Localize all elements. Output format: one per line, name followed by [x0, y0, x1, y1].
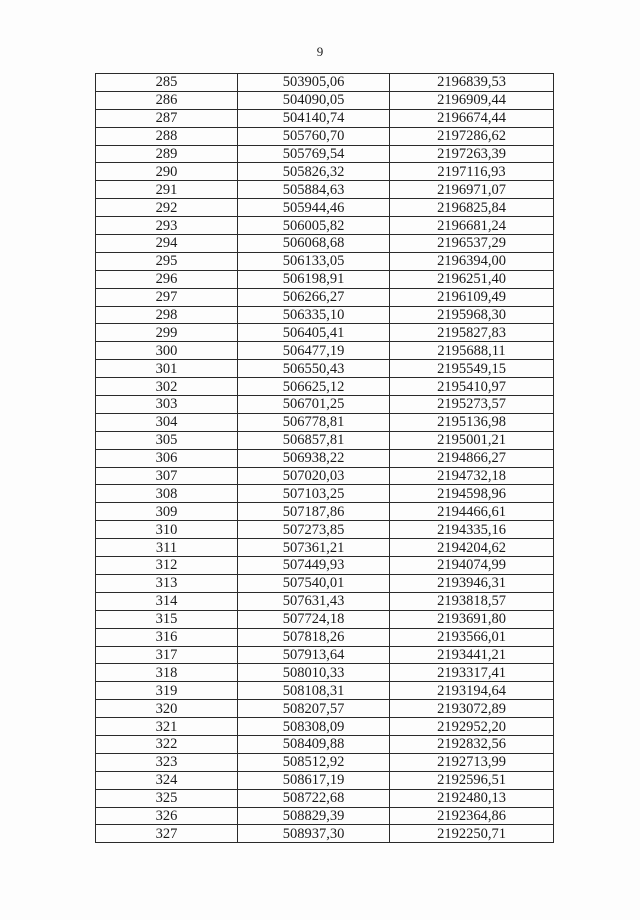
x-coordinate-cell: 507818,26	[238, 628, 390, 646]
x-coordinate-cell: 508937,30	[238, 825, 390, 843]
point-number-cell: 307	[96, 467, 238, 485]
x-coordinate-cell: 506701,25	[238, 396, 390, 414]
y-coordinate-cell: 2194732,18	[390, 467, 554, 485]
x-coordinate-cell: 507361,21	[238, 539, 390, 557]
table-row	[96, 718, 554, 736]
table-row	[96, 217, 554, 235]
x-coordinate-cell: 505769,54	[238, 145, 390, 163]
y-coordinate-cell: 2197116,93	[390, 163, 554, 181]
table-row	[96, 610, 554, 628]
point-number-cell: 312	[96, 557, 238, 575]
y-coordinate-cell: 2195688,11	[390, 342, 554, 360]
y-coordinate-cell: 2195136,98	[390, 413, 554, 431]
table-row	[96, 789, 554, 807]
table-row	[96, 557, 554, 575]
y-coordinate-cell: 2196394,00	[390, 252, 554, 270]
x-coordinate-cell: 504090,05	[238, 91, 390, 109]
point-number-cell: 300	[96, 342, 238, 360]
x-coordinate-cell: 507913,64	[238, 646, 390, 664]
y-coordinate-cell: 2193691,80	[390, 610, 554, 628]
y-coordinate-cell: 2196251,40	[390, 270, 554, 288]
table-row	[96, 413, 554, 431]
point-number-cell: 327	[96, 825, 238, 843]
table-row	[96, 145, 554, 163]
x-coordinate-cell: 506477,19	[238, 342, 390, 360]
x-coordinate-cell: 506133,05	[238, 252, 390, 270]
y-coordinate-cell: 2192364,86	[390, 807, 554, 825]
table-row	[96, 592, 554, 610]
x-coordinate-cell: 508722,68	[238, 789, 390, 807]
point-number-cell: 294	[96, 235, 238, 253]
table-row	[96, 288, 554, 306]
coordinates-table	[95, 73, 554, 843]
point-number-cell: 296	[96, 270, 238, 288]
table-row	[96, 342, 554, 360]
point-number-cell: 325	[96, 789, 238, 807]
table-row	[96, 700, 554, 718]
x-coordinate-cell: 508617,19	[238, 771, 390, 789]
y-coordinate-cell: 2193194,64	[390, 682, 554, 700]
y-coordinate-cell: 2197263,39	[390, 145, 554, 163]
point-number-cell: 303	[96, 396, 238, 414]
x-coordinate-cell: 506938,22	[238, 449, 390, 467]
x-coordinate-cell: 506405,41	[238, 324, 390, 342]
point-number-cell: 304	[96, 413, 238, 431]
y-coordinate-cell: 2196681,24	[390, 217, 554, 235]
table-row	[96, 199, 554, 217]
y-coordinate-cell: 2196839,53	[390, 74, 554, 92]
x-coordinate-cell: 507449,93	[238, 557, 390, 575]
table-row	[96, 467, 554, 485]
point-number-cell: 311	[96, 539, 238, 557]
table-row	[96, 378, 554, 396]
table-row	[96, 252, 554, 270]
table-row	[96, 270, 554, 288]
point-number-cell: 326	[96, 807, 238, 825]
y-coordinate-cell: 2193317,41	[390, 664, 554, 682]
point-number-cell: 314	[96, 592, 238, 610]
y-coordinate-cell: 2195827,83	[390, 324, 554, 342]
coordinates-table-body	[96, 74, 554, 843]
x-coordinate-cell: 507631,43	[238, 592, 390, 610]
point-number-cell: 298	[96, 306, 238, 324]
x-coordinate-cell: 503905,06	[238, 74, 390, 92]
table-row	[96, 431, 554, 449]
x-coordinate-cell: 506266,27	[238, 288, 390, 306]
point-number-cell: 289	[96, 145, 238, 163]
point-number-cell: 323	[96, 753, 238, 771]
y-coordinate-cell: 2196825,84	[390, 199, 554, 217]
table-row	[96, 127, 554, 145]
table-row	[96, 181, 554, 199]
point-number-cell: 293	[96, 217, 238, 235]
table-row	[96, 521, 554, 539]
x-coordinate-cell: 508010,33	[238, 664, 390, 682]
y-coordinate-cell: 2195410,97	[390, 378, 554, 396]
point-number-cell: 301	[96, 360, 238, 378]
x-coordinate-cell: 505884,63	[238, 181, 390, 199]
point-number-cell: 319	[96, 682, 238, 700]
x-coordinate-cell: 504140,74	[238, 109, 390, 127]
y-coordinate-cell: 2192480,13	[390, 789, 554, 807]
table-row	[96, 539, 554, 557]
point-number-cell: 316	[96, 628, 238, 646]
point-number-cell: 309	[96, 503, 238, 521]
table-row	[96, 682, 554, 700]
table-row	[96, 396, 554, 414]
x-coordinate-cell: 507273,85	[238, 521, 390, 539]
table-row	[96, 664, 554, 682]
y-coordinate-cell: 2192250,71	[390, 825, 554, 843]
y-coordinate-cell: 2192952,20	[390, 718, 554, 736]
y-coordinate-cell: 2195549,15	[390, 360, 554, 378]
x-coordinate-cell: 507724,18	[238, 610, 390, 628]
point-number-cell: 287	[96, 109, 238, 127]
y-coordinate-cell: 2196537,29	[390, 235, 554, 253]
y-coordinate-cell: 2194466,61	[390, 503, 554, 521]
y-coordinate-cell: 2195273,57	[390, 396, 554, 414]
point-number-cell: 302	[96, 378, 238, 396]
x-coordinate-cell: 506198,91	[238, 270, 390, 288]
x-coordinate-cell: 508108,31	[238, 682, 390, 700]
y-coordinate-cell: 2194204,62	[390, 539, 554, 557]
point-number-cell: 318	[96, 664, 238, 682]
x-coordinate-cell: 506857,81	[238, 431, 390, 449]
point-number-cell: 313	[96, 574, 238, 592]
table-row	[96, 74, 554, 92]
x-coordinate-cell: 506335,10	[238, 306, 390, 324]
y-coordinate-cell: 2196971,07	[390, 181, 554, 199]
x-coordinate-cell: 508409,88	[238, 735, 390, 753]
x-coordinate-cell: 505760,70	[238, 127, 390, 145]
point-number-cell: 310	[96, 521, 238, 539]
table-row	[96, 771, 554, 789]
x-coordinate-cell: 506550,43	[238, 360, 390, 378]
table-row	[96, 503, 554, 521]
table-row	[96, 306, 554, 324]
table-row	[96, 449, 554, 467]
x-coordinate-cell: 507103,25	[238, 485, 390, 503]
table-row	[96, 735, 554, 753]
point-number-cell: 317	[96, 646, 238, 664]
table-row	[96, 324, 554, 342]
point-number-cell: 315	[96, 610, 238, 628]
point-number-cell: 297	[96, 288, 238, 306]
x-coordinate-cell: 507020,03	[238, 467, 390, 485]
point-number-cell: 322	[96, 735, 238, 753]
x-coordinate-cell: 508512,92	[238, 753, 390, 771]
y-coordinate-cell: 2192713,99	[390, 753, 554, 771]
y-coordinate-cell: 2196109,49	[390, 288, 554, 306]
point-number-cell: 291	[96, 181, 238, 199]
point-number-cell: 308	[96, 485, 238, 503]
table-row	[96, 807, 554, 825]
y-coordinate-cell: 2196674,44	[390, 109, 554, 127]
point-number-cell: 288	[96, 127, 238, 145]
x-coordinate-cell: 507187,86	[238, 503, 390, 521]
y-coordinate-cell: 2193818,57	[390, 592, 554, 610]
x-coordinate-cell: 507540,01	[238, 574, 390, 592]
point-number-cell: 320	[96, 700, 238, 718]
point-number-cell: 292	[96, 199, 238, 217]
y-coordinate-cell: 2194074,99	[390, 557, 554, 575]
x-coordinate-cell: 506625,12	[238, 378, 390, 396]
table-row	[96, 485, 554, 503]
x-coordinate-cell: 508308,09	[238, 718, 390, 736]
point-number-cell: 295	[96, 252, 238, 270]
table-row	[96, 628, 554, 646]
x-coordinate-cell: 505826,32	[238, 163, 390, 181]
y-coordinate-cell: 2193946,31	[390, 574, 554, 592]
table-row	[96, 360, 554, 378]
point-number-cell: 321	[96, 718, 238, 736]
table-row	[96, 163, 554, 181]
y-coordinate-cell: 2194598,96	[390, 485, 554, 503]
point-number-cell: 299	[96, 324, 238, 342]
table-row	[96, 753, 554, 771]
y-coordinate-cell: 2193566,01	[390, 628, 554, 646]
point-number-cell: 305	[96, 431, 238, 449]
point-number-cell: 286	[96, 91, 238, 109]
table-row	[96, 109, 554, 127]
x-coordinate-cell: 508207,57	[238, 700, 390, 718]
x-coordinate-cell: 508829,39	[238, 807, 390, 825]
x-coordinate-cell: 506068,68	[238, 235, 390, 253]
x-coordinate-cell: 506005,82	[238, 217, 390, 235]
y-coordinate-cell: 2196909,44	[390, 91, 554, 109]
y-coordinate-cell: 2192832,56	[390, 735, 554, 753]
point-number-cell: 290	[96, 163, 238, 181]
point-number-cell: 306	[96, 449, 238, 467]
point-number-cell: 324	[96, 771, 238, 789]
y-coordinate-cell: 2193072,89	[390, 700, 554, 718]
table-row	[96, 646, 554, 664]
y-coordinate-cell: 2195968,30	[390, 306, 554, 324]
table-row	[96, 235, 554, 253]
point-number-cell: 285	[96, 74, 238, 92]
table-row	[96, 825, 554, 843]
y-coordinate-cell: 2194866,27	[390, 449, 554, 467]
y-coordinate-cell: 2197286,62	[390, 127, 554, 145]
x-coordinate-cell: 506778,81	[238, 413, 390, 431]
y-coordinate-cell: 2194335,16	[390, 521, 554, 539]
table-row	[96, 574, 554, 592]
page-number: 9	[316, 44, 324, 59]
y-coordinate-cell: 2195001,21	[390, 431, 554, 449]
y-coordinate-cell: 2193441,21	[390, 646, 554, 664]
x-coordinate-cell: 505944,46	[238, 199, 390, 217]
table-row	[96, 91, 554, 109]
y-coordinate-cell: 2192596,51	[390, 771, 554, 789]
